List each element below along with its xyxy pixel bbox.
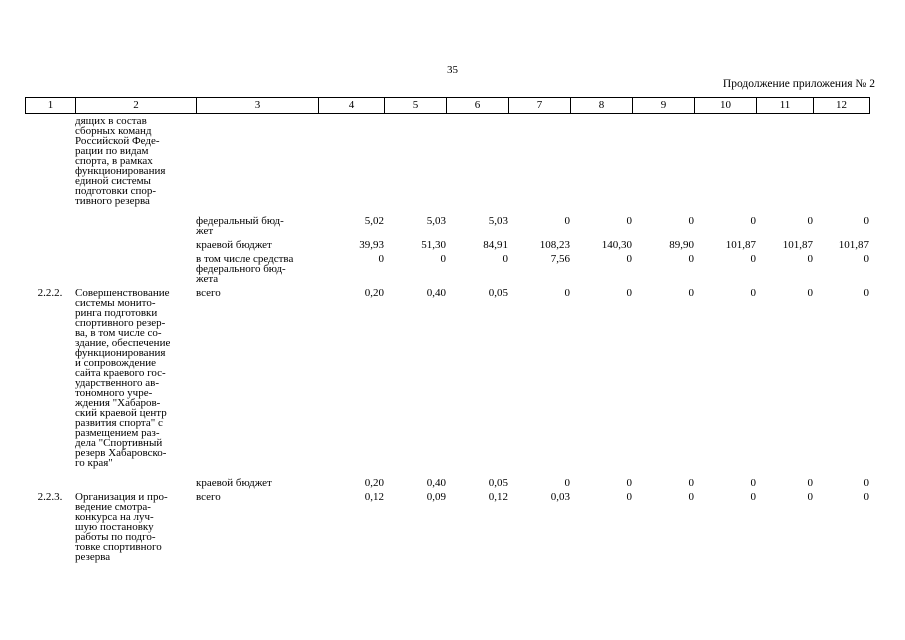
activity-description	[75, 288, 196, 478]
table-row	[25, 492, 869, 566]
row-code	[25, 240, 75, 254]
value-cell: 0	[688, 287, 694, 299]
value-cell: 0,03	[550, 491, 570, 503]
funding-source-text: федеральный бюд- жет	[196, 215, 284, 237]
funding-source	[196, 240, 318, 254]
value-cell: 84,91	[483, 239, 508, 251]
value-cell: 0	[440, 253, 446, 265]
value-cell: 0,09	[426, 491, 446, 503]
header-row	[26, 98, 870, 114]
header-cell: 1	[26, 98, 76, 114]
value-cell: 5,02	[364, 215, 384, 227]
header-cell: 9	[633, 98, 695, 114]
value-cell: 0	[863, 215, 869, 227]
table-row	[25, 216, 869, 240]
value-cell: 0,40	[426, 287, 446, 299]
value-cell	[508, 116, 570, 216]
appendix-note: Продолжение приложения № 2	[722, 78, 875, 90]
value-cell: 0,12	[488, 491, 508, 503]
value-cell: 0,12	[364, 491, 384, 503]
value-cell: 0	[863, 253, 869, 265]
funding-source-text: краевой бюджет	[196, 477, 272, 489]
value-cell: 0	[378, 253, 384, 265]
value-cell: 0	[807, 477, 813, 489]
value-cell: 0	[807, 253, 813, 265]
header-cell: 10	[695, 98, 757, 114]
header-cell: 6	[447, 98, 509, 114]
value-cell: 0	[688, 491, 694, 503]
value-cell: 0	[750, 491, 756, 503]
value-cell: 0	[863, 491, 869, 503]
budget-table	[25, 116, 869, 566]
table-row	[25, 478, 869, 492]
value-cell: 0	[863, 287, 869, 299]
value-cell: 101,87	[725, 239, 756, 251]
value-cell: 89,90	[669, 239, 694, 251]
row-code: 2.2.2.	[37, 287, 63, 299]
table-row	[25, 254, 869, 288]
value-cell: 0,05	[488, 477, 508, 489]
value-cell: 39,93	[359, 239, 384, 251]
activity-description-text: Совершенствование системы монито- ринга подготовки спортивного резер- ва, в том числе со- здание, обеспечение функционирования и сопровождение сайта краевого гос- ударственного ав- тономного учре- ждения "Хабаров- ский краевой центр развития спорта" с размещением раз- дела "Спортивный резерв Хабаровско- го края"	[75, 287, 171, 469]
value-cell: 0	[807, 287, 813, 299]
value-cell: 0	[688, 215, 694, 227]
funding-source-text: в том числе средства федерального бюд- жета	[196, 253, 294, 285]
table-row	[25, 288, 869, 478]
activity-description	[75, 216, 196, 240]
value-cell: 0	[750, 477, 756, 489]
row-code	[25, 478, 75, 492]
row-code	[25, 216, 75, 240]
value-cell: 0	[807, 215, 813, 227]
value-cell	[318, 116, 384, 216]
value-cell: 0	[688, 253, 694, 265]
value-cell: 51,30	[421, 239, 446, 251]
value-cell: 5,03	[426, 215, 446, 227]
table-row	[25, 116, 869, 216]
value-cell: 0	[688, 477, 694, 489]
row-code	[25, 254, 75, 288]
header-cell: 5	[385, 98, 447, 114]
value-cell: 0	[807, 491, 813, 503]
value-cell: 0,40	[426, 477, 446, 489]
funding-source	[196, 216, 318, 240]
table-row	[25, 240, 869, 254]
value-cell	[694, 116, 756, 216]
value-cell: 0,20	[364, 477, 384, 489]
value-cell: 101,87	[782, 239, 813, 251]
page-number: 35	[447, 64, 458, 76]
value-cell	[570, 116, 632, 216]
value-cell: 7,56	[550, 253, 570, 265]
header-cell: 3	[197, 98, 319, 114]
activity-description-text: Организация и про- ведение смотра- конкурса на луч- шую постановку работы по подго- товке спортивного резерва	[75, 491, 168, 563]
activity-description	[75, 240, 196, 254]
funding-source	[196, 288, 318, 478]
value-cell: 0	[626, 253, 632, 265]
value-cell	[756, 116, 813, 216]
activity-description-text: дящих в состав сборных команд Российской Феде- рации по видам спорта, в рамках функционирования единой системы подготовки спор- тивного резерва	[75, 115, 166, 207]
funding-source-text: всего	[196, 287, 221, 299]
value-cell: 0	[626, 215, 632, 227]
value-cell: 0	[750, 287, 756, 299]
value-cell: 0	[863, 477, 869, 489]
activity-description	[75, 492, 196, 566]
value-cell: 0,05	[488, 287, 508, 299]
row-code: 2.2.3.	[37, 491, 63, 503]
column-number-header	[25, 97, 870, 114]
value-cell: 0	[750, 253, 756, 265]
value-cell: 5,03	[488, 215, 508, 227]
value-cell	[813, 116, 869, 216]
header-cell: 7	[509, 98, 571, 114]
value-cell: 0,20	[364, 287, 384, 299]
row-code	[25, 116, 75, 216]
value-cell: 0	[626, 477, 632, 489]
funding-source	[196, 116, 318, 216]
funding-source	[196, 478, 318, 492]
value-cell: 101,87	[838, 239, 869, 251]
activity-description	[75, 254, 196, 288]
value-cell: 0	[502, 253, 508, 265]
value-cell: 0	[626, 491, 632, 503]
value-cell: 0	[626, 287, 632, 299]
activity-description	[75, 116, 196, 216]
value-cell: 0	[564, 215, 570, 227]
funding-source-text: краевой бюджет	[196, 239, 272, 251]
value-cell: 0	[750, 215, 756, 227]
value-cell	[632, 116, 694, 216]
value-cell: 0	[564, 477, 570, 489]
funding-source	[196, 492, 318, 566]
value-cell	[384, 116, 446, 216]
header-cell: 2	[76, 98, 197, 114]
value-cell	[446, 116, 508, 216]
value-cell: 108,23	[539, 239, 570, 251]
header-cell: 4	[319, 98, 385, 114]
funding-source	[196, 254, 318, 288]
activity-description	[75, 478, 196, 492]
value-cell: 140,30	[601, 239, 632, 251]
funding-source-text: всего	[196, 491, 221, 503]
header-cell: 12	[814, 98, 870, 114]
header-cell: 8	[571, 98, 633, 114]
value-cell: 0	[564, 287, 570, 299]
header-cell: 11	[757, 98, 814, 114]
